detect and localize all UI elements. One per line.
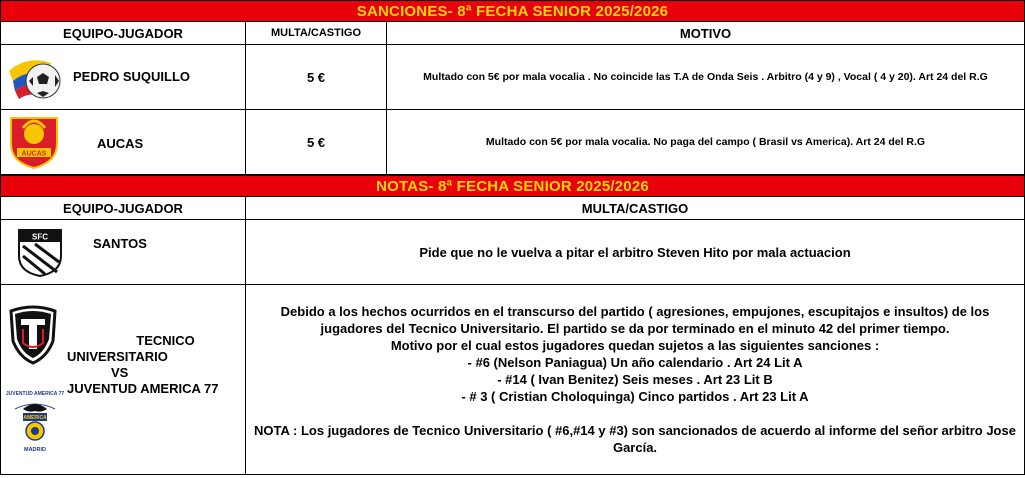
reason-text: Multado con 5€ por mala vocalia . No coincide las T.A de Onda Seis . Arbitro (4 y 9) , Vocal ( 4 y 20). Art 24 del R.G: [387, 45, 1025, 110]
team-line-3: VS: [111, 365, 129, 380]
header-reason: MOTIVO: [387, 22, 1025, 45]
sanciones-title: SANCIONES- 8ª FECHA SENIOR 2025/2026: [1, 1, 1025, 22]
fine-value: 5 €: [246, 110, 387, 175]
match-note: [246, 285, 1025, 475]
notas-table: [0, 175, 1025, 475]
tecnico-universitario-crest-icon: [7, 305, 59, 365]
header-fine: MULTA/CASTIGO: [246, 197, 1025, 220]
team-cell: [1, 285, 246, 475]
sanction-item: - # 3 ( Cristian Choloquinga) Cinco partidos . Art 23 Lit A: [461, 389, 809, 404]
team-cell: [1, 45, 246, 110]
logo-text-bottom: MADRID: [24, 447, 46, 453]
table-row: [1, 45, 1025, 110]
sanction-item: - #6 (Nelson Paniagua) Un año calendario . Art 24 Lit A: [467, 355, 803, 370]
reason-text: Multado con 5€ por mala vocalia. No paga del campo ( Brasil vs America). Art 24 del R.G: [387, 110, 1025, 175]
team-line-4: JUVENTUD AMERICA 77: [67, 381, 219, 396]
header-team: EQUIPO-JUGADOR: [1, 197, 246, 220]
logo-text-mid: AMERICA: [23, 415, 47, 421]
notas-title: NOTAS- 8ª FECHA SENIOR 2025/2026: [1, 176, 1025, 197]
note-footer: NOTA : Los jugadores de Tecnico Universitario ( #6,#14 y #3) son sancionados de acuerdo al informe del señor arbitro Jose García.: [254, 423, 1016, 455]
team-cell: [1, 110, 246, 175]
table-row: [1, 110, 1025, 175]
aucas-crest-icon: [7, 114, 61, 170]
team-line-2: UNIVERSITARIO: [67, 349, 168, 364]
santos-crest-icon: [15, 226, 65, 278]
sanction-item: - #14 ( Ivan Benitez) Seis meses . Art 23 Lit B: [497, 372, 773, 387]
header-team: EQUIPO-JUGADOR: [1, 22, 246, 45]
table-row: [1, 220, 1025, 285]
note-text: Pide que no le vuelva a pitar el arbitro Steven Hito por mala actuacion: [246, 220, 1025, 285]
note-paragraph-2: Motivo por el cual estos jugadores quedan sujetos a las siguientes sanciones :: [390, 338, 880, 353]
match-teams: [61, 333, 246, 397]
soccer-ball-logo-icon: [7, 53, 63, 103]
juventud-america-crest-icon: [5, 385, 65, 457]
svg-text:AUCAS: AUCAS: [21, 150, 47, 158]
header-fine: MULTA/CASTIGO: [246, 22, 387, 45]
sanciones-table: [0, 0, 1025, 175]
table-row: [1, 285, 1025, 475]
logo-text-top: JUVENTUD AMERICA 77: [5, 391, 65, 397]
team-name: PEDRO SUQUILLO: [73, 69, 191, 84]
note-paragraph-1: Debido a los hechos ocurridos en el transcurso del partido ( agresiones, empujones, escupitajos e insultos) de los jugadores del Tecnico Universitario. El partido se da por terminado en el minuto 42 del primer tiempo.: [280, 304, 990, 336]
fine-value: 5 €: [246, 45, 387, 110]
team-line-1: TECNICO: [136, 333, 195, 348]
svg-text:SFC: SFC: [32, 232, 48, 242]
team-cell: [1, 220, 246, 285]
team-name: AUCAS: [97, 136, 144, 151]
team-name: SANTOS: [93, 236, 147, 251]
